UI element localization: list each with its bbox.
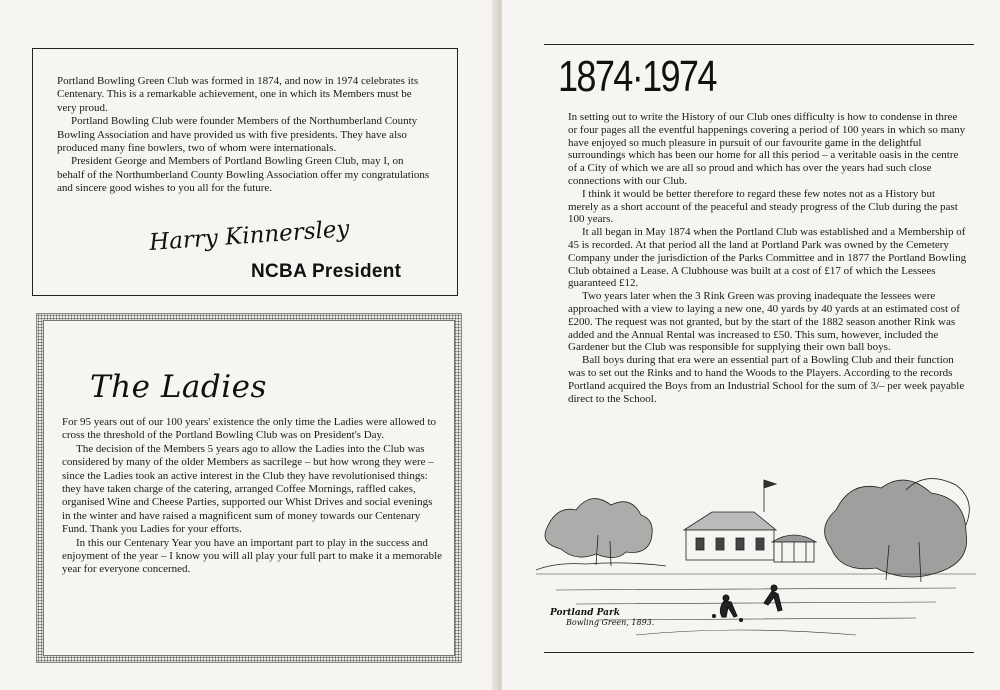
ladies-text bbox=[62, 416, 442, 577]
caption-line-1: Portland Park bbox=[550, 608, 620, 618]
illustration-caption bbox=[550, 608, 654, 628]
ladies-box-frame bbox=[36, 313, 462, 663]
right-page bbox=[502, 0, 1000, 690]
bottom-rule bbox=[544, 652, 974, 653]
history-paragraph-1: In setting out to write the History of our Club ones difficulty is how to condense in three or four pages all the eventful happenings covering a period of 100 years in which so many have enjoyed so much pleasure in pursuit of our favourite game in the delightful surroundings which has been our home for all this period – a veritable oasis in the centre of a City of which we are all so proud and which has over the years had such close connections with our Club. bbox=[568, 111, 966, 187]
centenary-title: 1874·1974 bbox=[558, 52, 716, 101]
ladies-paragraph-2: The decision of the Members 5 years ago to allow the Ladies into the Club was considered by many of the older Members as sacrilege – but how wrong they were – since the Ladies took an active interest in the Club they have revolutionised things: they have taken charge of the catering, arranged Coffee Mornings, raffled cakes, organised Wine and Cheese Parties, supported our Whist Drives and social evenings in the winter and have raised a magnificent sum of money towards our Centenary Fund. Thank you Ladies for your efforts. bbox=[62, 442, 434, 536]
left-page bbox=[0, 0, 498, 690]
president-paragraph-1: Portland Bowling Green Club was formed in 1874, and now in 1974 celebrates its Centenary. This is a remarkable achievement, one in which its Members must be very proud. bbox=[57, 75, 419, 114]
president-signature: Harry Kinnersley bbox=[148, 216, 351, 256]
history-paragraph-4: Two years later when the 3 Rink Green was proving inadequate the lessees were approached with a view to laying a new one, 40 yards by 40 yards at an estimated cost of £200. The request was not granted, but by the start of the 1882 season another Rink was added and the Annual Rental was increased to £50. This sum, however, included the Gardener but the Club was responsible for supplying their own ball boys. bbox=[568, 290, 960, 354]
ladies-paragraph-3: In this our Centenary Year you have an important part to play in the success and enjoyment of the year – I know you will all play your full part to make it a memorable year for everyone concerned. bbox=[62, 536, 443, 576]
president-message-box bbox=[32, 48, 458, 296]
history-text bbox=[568, 111, 968, 405]
president-paragraph-2: Portland Bowling Club were founder Members of the Northumberland County Bowling Association and have provided us with five presidents. They have also produced many fine bowlers, two of whom were internationals. bbox=[57, 115, 418, 155]
president-paragraph-3: President George and Members of Portland Bowling Green Club, may I, on behalf of the Northumberland County Bowling Association offer my congratulations and sincere good wishes to you all for the future. bbox=[57, 155, 430, 195]
caption-line-2: Bowling Green, 1893. bbox=[566, 618, 655, 627]
ladies-box bbox=[43, 320, 455, 656]
history-paragraph-5: Ball boys during that era were an essential part of a Bowling Club and their function was to set out the Rinks and to hand the Woods to the Players. According to the records Portland acquired the Boys from an Industrial School for the sum of 3/– per week payable direct to the School. bbox=[568, 354, 965, 405]
ladies-paragraph-1: For 95 years out of our 100 years' existence the only time the Ladies were allowed to cross the threshold of the Portland Bowling Club was on President's Day. bbox=[62, 416, 437, 442]
history-paragraph-3: It all began in May 1874 when the Portland Club was established and a Membership of 45 is recorded. At that period all the land at Portland Park was owned by the Cemetery Company under the jurisdiction of the Parks Committee and in 1877 the Portland Bowling Club obtained a Lease. A Clubhouse was built at a cost of £17 of which the Lessees guaranteed £12. bbox=[568, 226, 967, 290]
top-rule bbox=[544, 44, 974, 45]
ladies-heading: The Ladies bbox=[90, 369, 267, 405]
president-title: NCBA President bbox=[251, 261, 402, 282]
history-paragraph-2: I think it would be better therefore to regard these few notes not as a History but merely as a short account of the peaceful and steady progress of the Club during the past 100 years. bbox=[568, 187, 958, 226]
